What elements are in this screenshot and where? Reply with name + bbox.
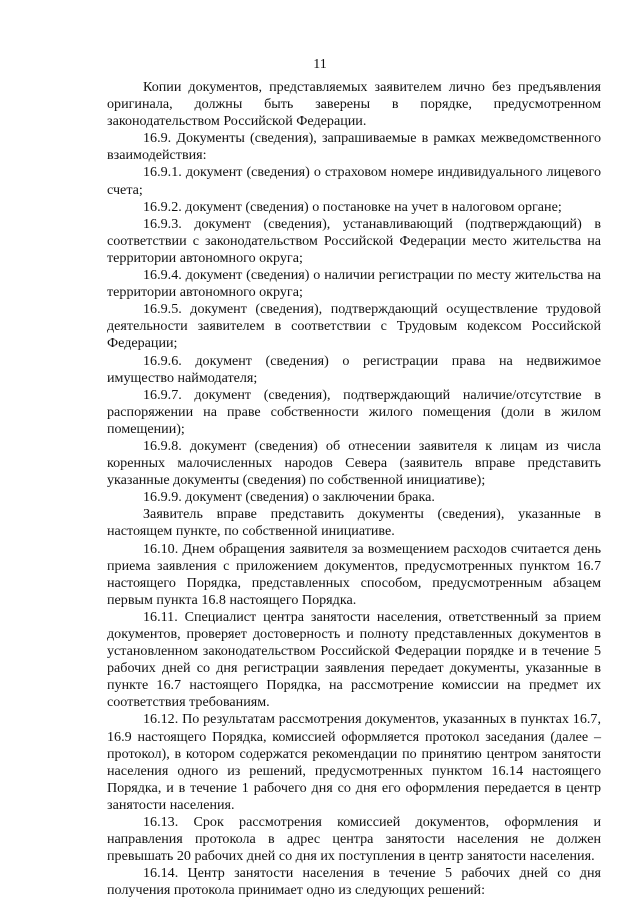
- paragraph-16-12: 16.12. По результатам рассмотрения документов, указанных в пунктах 16.7, 16.9 настоящего Порядка, комиссией оформляется протокол заседания (далее – протокол), в котором содержатся рекомендации по принятию центром занятости населения одного из решений, предусмотренных пунктом 16.14 настоящего Порядка, и в течение 1 рабочего дня со дня его оформления передается в центр занятости населения.: [107, 711, 601, 813]
- paragraph-16-13: 16.13. Срок рассмотрения комиссией документов, оформления и направления протокола в адрес центра занятости населения не должен превышать 20 рабочих дней со дня их поступления в центр занятости населения.: [107, 814, 601, 865]
- paragraph-16-10: 16.10. Днем обращения заявителя за возмещением расходов считается день приема заявления с приложением документов, предусмотренных пунктом 16.7 настоящего Порядка, представленных способом, предусмотренным абзацем первым пункта 16.8 настоящего Порядка.: [107, 540, 601, 608]
- paragraph-16-9-5: 16.9.5. документ (сведения), подтверждающий осуществление трудовой деятельности заявителем в соответствии с Трудовым кодексом Российской Федерации;: [107, 301, 601, 352]
- paragraph-applicant-right: Заявитель вправе представить документы (сведения), указанные в настоящем пункте, по собственной инициативе.: [107, 506, 601, 540]
- paragraph-16-9-7: 16.9.7. документ (сведения), подтверждающий наличие/отсутствие в распоряжении на праве собственности жилого помещения (доли в жилом помещении);: [107, 386, 601, 437]
- paragraph-16-9-1: 16.9.1. документ (сведения) о страховом номере индивидуального лицевого счета;: [107, 164, 601, 198]
- paragraph-16-9-4: 16.9.4. документ (сведения) о наличии регистрации по месту жительства на территории автономного округа;: [107, 267, 601, 301]
- paragraph-16-9-3: 16.9.3. документ (сведения), устанавливающий (подтверждающий) в соответствии с законодательством Российской Федерации место жительства на территории автономного округа;: [107, 215, 601, 266]
- paragraph-16-9-6: 16.9.6. документ (сведения) о регистрации права на недвижимое имущество наймодателя;: [107, 352, 601, 386]
- paragraph-16-9-2: 16.9.2. документ (сведения) о постановке на учет в налоговом органе;: [143, 198, 562, 215]
- document-body: [107, 79, 601, 900]
- paragraph-16-11: 16.11. Специалист центра занятости населения, ответственный за прием документов, проверяет достоверность и полноту представленных документов в установленном законодательством Российской Федерации порядке и в течение 5 рабочих дней со дня регистрации заявления передает документы, указанные в пункте 16.7 настоящего Порядка, на рассмотрение комиссии на предмет их соответствия требованиям.: [107, 608, 601, 711]
- paragraph-copies-certification: Копии документов, представляемых заявителем лично без предъявления оригинала, должны быть заверены в порядке, предусмотренном законодательством Российской Федерации.: [107, 79, 601, 130]
- paragraph-16-14: 16.14. Центр занятости населения в течение 5 рабочих дней со дня получения протокола принимает одно из следующих решений:: [107, 865, 601, 899]
- page-number: 11: [313, 57, 327, 72]
- paragraph-16-9-9: 16.9.9. документ (сведения) о заключении брака.: [143, 489, 435, 506]
- paragraph-16-9-8: 16.9.8. документ (сведения) об отнесении заявителя к лицам из числа коренных малочисленных народов Севера (заявитель вправе представить указанные документы (сведения) по собственной инициативе);: [107, 437, 601, 489]
- paragraph-16-9: 16.9. Документы (сведения), запрашиваемые в рамках межведомственного взаимодействия:: [107, 130, 601, 164]
